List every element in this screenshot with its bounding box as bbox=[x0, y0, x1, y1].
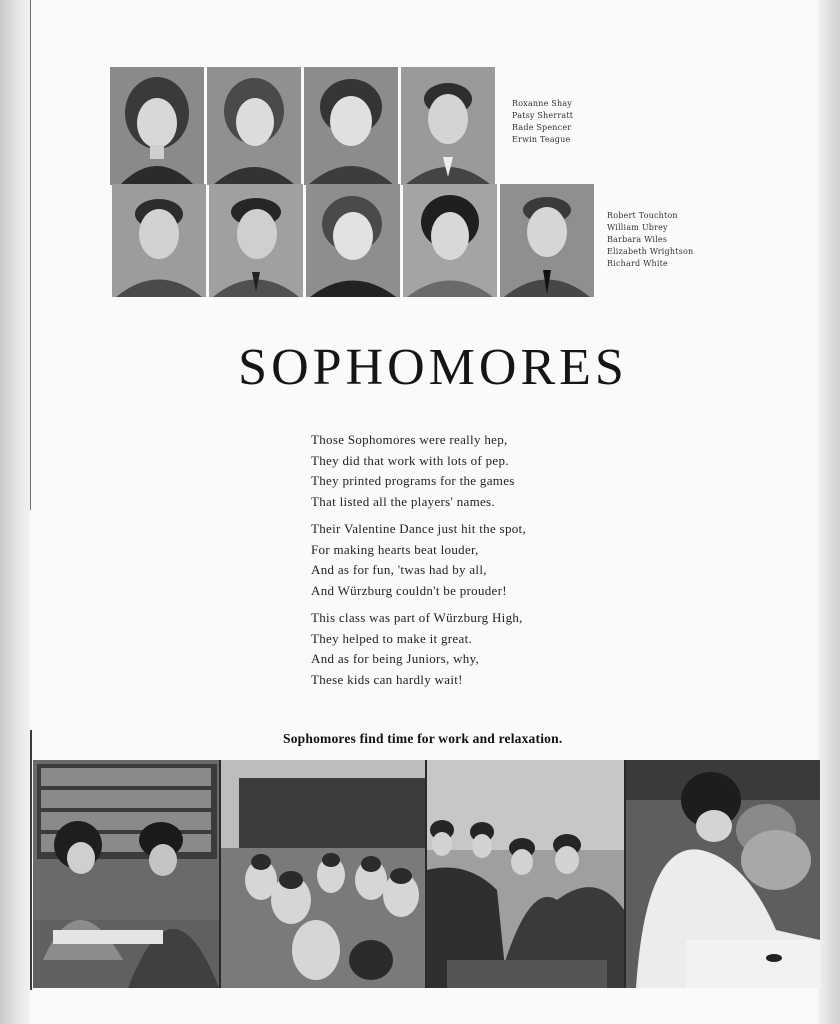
portrait-photo bbox=[112, 184, 206, 297]
student-name: Erwin Teague bbox=[512, 135, 571, 144]
page-title: SOPHOMORES bbox=[238, 339, 628, 396]
student-name: Patsy Sherratt bbox=[512, 111, 574, 120]
portrait-names-row-2 bbox=[607, 210, 693, 270]
poem bbox=[311, 430, 526, 697]
poem-line: And Würzburg couldn't be prouder! bbox=[311, 582, 507, 598]
poem-stanza bbox=[311, 519, 526, 601]
poem-line: This class was part of Würzburg High, bbox=[311, 610, 523, 625]
portrait-row-2 bbox=[112, 184, 594, 297]
poem-stanza bbox=[311, 608, 526, 690]
portrait-photo bbox=[401, 67, 495, 185]
student-name: William Ubrey bbox=[607, 223, 668, 232]
student-name: Robert Touchton bbox=[607, 211, 678, 220]
portrait-names-row-1 bbox=[512, 98, 573, 146]
portrait-photo bbox=[306, 184, 400, 297]
poem-line: They helped to make it great. bbox=[311, 630, 473, 646]
page-right-edge bbox=[818, 0, 840, 1024]
portrait-photo bbox=[209, 184, 303, 297]
portrait-row-1 bbox=[110, 67, 495, 185]
poem-line: Their Valentine Dance just hit the spot, bbox=[311, 521, 527, 536]
portrait-photo bbox=[207, 67, 301, 185]
portrait-photo bbox=[110, 67, 204, 185]
poem-line: And as for fun, 'twas had by all, bbox=[311, 562, 487, 577]
student-name: Rade Spencer bbox=[512, 123, 572, 132]
binding-line-lower bbox=[30, 730, 32, 990]
girl-working-photo bbox=[626, 760, 820, 988]
poem-stanza bbox=[311, 430, 526, 512]
poem-line: They printed programs for the games bbox=[311, 473, 515, 488]
portrait-photo bbox=[403, 184, 497, 297]
poem-line: That listed all the players' names. bbox=[311, 493, 495, 509]
library-photo bbox=[33, 760, 219, 988]
poem-line: And as for being Juniors, why, bbox=[311, 651, 480, 666]
poem-line: These kids can hardly wait! bbox=[311, 671, 463, 687]
student-name: Roxanne Shay bbox=[512, 99, 573, 108]
portrait-photo bbox=[304, 67, 398, 185]
page-binding-shadow bbox=[0, 0, 30, 1024]
poem-line: For making hearts beat louder, bbox=[311, 541, 479, 557]
classroom-photo bbox=[221, 760, 425, 988]
poem-line: Those Sophomores were really hep, bbox=[311, 432, 508, 447]
student-name: Elizabeth Wrightson bbox=[607, 247, 694, 256]
students-sitting-photo bbox=[427, 760, 624, 988]
student-name: Richard White bbox=[607, 259, 668, 268]
student-name: Barbara Wiles bbox=[607, 235, 668, 244]
portrait-photo bbox=[500, 184, 594, 297]
photo-strip bbox=[33, 760, 820, 988]
poem-line: They did that work with lots of pep. bbox=[311, 452, 509, 468]
binding-line bbox=[30, 0, 31, 510]
photo-caption: Sophomores find time for work and relaxation. bbox=[283, 731, 563, 746]
